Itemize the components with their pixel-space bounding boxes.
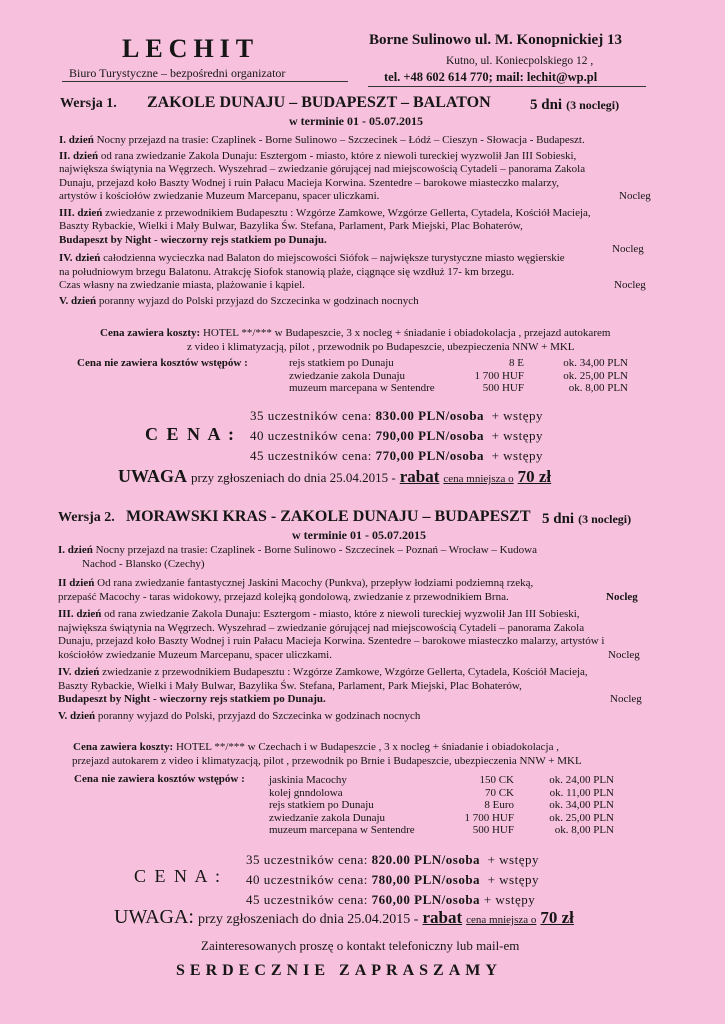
cost-amount: 500 HUF [472, 824, 514, 836]
v1-itinerary [59, 134, 659, 308]
v2-nights: (3 noclegi) [578, 512, 632, 526]
v1-includes: Cena zawiera koszty: HOTEL **/*** w Budapeszcie, 3 x nocleg + śniadanie i obiadokolacja , przejazd autokarem [100, 327, 611, 339]
v1-day2-nocleg: Nocleg [619, 190, 651, 202]
v1-cost-row [289, 357, 628, 370]
v2-includes: Cena zawiera koszty: HOTEL **/*** w Czechach i w Budapeszcie , 3 x nocleg + śniadanie i obiadokolacja , [73, 741, 559, 753]
v2-day4-line2: Baszty Rybackie, Wielki i Mały Bulwar, Bazylika Św. Stefana, Parlament, Park Miejski, Plac Bohaterów, [58, 679, 522, 692]
cost-pln: ok. 34,00 PLN [549, 799, 614, 811]
v1-cost-row [289, 382, 628, 395]
v2-day3-line4: kościołów zwiedzanie Muzeum Marcepanu, spacer uliczkami. Nocleg [58, 648, 640, 661]
v1-day2-line2: największa świątynia na Węgrzech. Wyszehrad – zwiedzanie górującej nad miejscowością Cytadeli – panorama Zakola [59, 163, 586, 175]
v2-price-35: 35 uczestników cena: 820.00 PLN/osoba + wstępy [246, 852, 539, 867]
v2-day1: I. dzień Nocny przejazd na trasie: Czaplinek - Borne Sulinowo - Szczecinek – Poznań – Wrocław – Kudowa [58, 544, 537, 556]
cost-amount: 150 CK [479, 774, 514, 786]
office-address: Borne Sulinowo ul. M. Konopnickiej 13 [369, 32, 622, 48]
v1-day2-line3: Dunaju, przejazd koło Baszty Wodnej i ruin Pałacu Macieja Korwina. Szentedre – barokowe miasteczko malarzy, [59, 176, 560, 189]
v2-duration [542, 510, 631, 528]
v1-day2-line4: artystów i kościołów zwiedzanie Muzeum Marcepanu, spacer uliczkami. Nocleg [59, 190, 651, 202]
cost-pln: ok. 8,00 PLN [568, 382, 628, 394]
v2-days: 5 dni [542, 511, 575, 527]
v2-rabat-amount: 70 zł [540, 908, 574, 927]
v1-cost-row [289, 370, 628, 383]
cost-amount: 8 E [509, 357, 524, 369]
v1-day4-line2: na południowym brzegu Balatonu. Atrakcję Siofok stanowią plaże, ciągnące się wzdłuż 17- km brzegu. [59, 265, 515, 278]
cost-name: jaskinia Macochy [269, 774, 347, 786]
v2-day3-line3: Dunaju, przejazd koło Baszty Wodnej i ruin Pałacu Macieja Korwina. Szentedre – barokowe miasteczko malarzy, artystów i [58, 635, 605, 647]
v1-uwaga: UWAGA [118, 466, 188, 486]
v2-day3-line2: największa świątynia na Węgrzech. Wyszehrad – zwiedzanie górującej nad miejscowością Cytadeli – panorama Zakola [58, 621, 585, 634]
office-address-secondary: Kutno, ul. Koniecpolskiego 12 , [446, 55, 594, 67]
v2-includes-line2: przejazd autokarem z video i klimatyzacją, pilot , przewodnik po Brnie i Budapeszcie, ubezpieczenia NNW + MKL [72, 755, 582, 767]
cost-name: muzeum marcepana w Sentendre [289, 382, 435, 394]
v1-term: w terminie 01 - 05.07.2015 [289, 114, 423, 128]
v2-price-list [246, 850, 539, 910]
cost-name: zwiedzanie zakola Dunaju [269, 811, 386, 824]
v2-term: w terminie 01 - 05.07.2015 [292, 528, 426, 542]
cost-name: rejs statkiem po Dunaju [289, 357, 394, 369]
cost-name: zwiedzanie zakola Dunaju [289, 369, 406, 382]
v1-day4: IV. dzień całodzienna wycieczka nad Balaton do miejscowości Siófok – największe turystyczne miasto węgierskie [59, 252, 565, 264]
v2-day2-nocleg: Nocleg [606, 590, 638, 603]
cost-pln: ok. 25,00 PLN [549, 811, 614, 824]
v1-day2: II. dzień od rana zwiedzanie Zakola Dunaju: Esztergom - miasto, które z niewoli tureckiej wyzwolił Jan III Sobieski, [59, 149, 577, 162]
v2-rabat: rabat [422, 908, 463, 927]
cost-amount: 8 Euro [484, 799, 514, 811]
contact-note: Zainteresowanych proszę o kontakt telefoniczny lub mail-em [201, 938, 520, 953]
v1-cena-label: C E N A : [145, 424, 237, 444]
v2-day4-nocleg: Nocleg [610, 693, 642, 705]
v2-day1-line2: Nachod - Blansko (Czechy) [82, 557, 205, 570]
contact-underline [368, 86, 646, 87]
v1-duration [530, 96, 619, 114]
v1-costs-table [289, 357, 628, 395]
v2-cost-row [269, 787, 614, 800]
contact-line: tel. +48 602 614 770; mail: lechit@wp.pl [384, 70, 598, 84]
v1-excludes-label: Cena nie zawiera kosztów wstępów : [77, 357, 248, 369]
cost-pln: ok. 11,00 PLN [549, 786, 614, 799]
v2-uwaga: UWAGA: [114, 906, 194, 928]
cost-name: kolej gnndolowa [269, 786, 343, 799]
v1-day1: I. dzień Nocny przejazd na trasie: Czaplinek - Borne Sulinowo – Szczecinek – Łódź – Cieszyn - Słowacja - Budapeszt. [59, 134, 585, 146]
v2-discount-note: UWAGA: przy zgłoszeniach do dnia 25.04.2015 - rabat cena mniejsza o 70 zł [114, 906, 574, 928]
v1-price-40: 40 uczestników cena: 790,00 PLN/osoba + wstępy [250, 428, 543, 443]
v2-cena-label: C E N A : [134, 866, 223, 886]
v1-rabat-amount: 70 zł [517, 467, 552, 486]
v1-day3: III. dzień zwiedzanie z przewodnikiem Budapesztu : Wzgórze Zamkowe, Wzgórze Gellerta, Cytadela, Kościół Macieja, [59, 206, 591, 219]
v1-day3-line3: Budapeszt by Night - wieczorny rejs statkiem po Dunaju. Nocleg [59, 233, 644, 255]
cost-pln: ok. 34,00 PLN [563, 357, 628, 369]
v1-day5: V. dzień poranny wyjazd do Polski przyjazd do Szczecinka w godzinach nocnych [59, 294, 419, 307]
v2-day5: V. dzień poranny wyjazd do Polski, przyjazd do Szczecinka w godzinach nocnych [58, 709, 421, 722]
v1-day3-line2: Baszty Rybackie, Wielki i Mały Bulwar, Bazylika Św. Stefana, Parlament, Park Miejski, Plac Bohaterów, [59, 220, 523, 232]
v2-price-45: 45 uczestników cena: 760,00 PLN/osoba + wstępy [246, 892, 536, 907]
v1-days: 5 dni [530, 97, 563, 113]
v1-title: ZAKOLE DUNAJU – BUDAPESZT – BALATON [147, 94, 491, 111]
v1-nights: (3 noclegi) [566, 98, 620, 112]
cost-pln: ok. 25,00 PLN [563, 369, 628, 382]
brand-subtitle: Biuro Turystyczne – bezpośredni organizator [69, 66, 286, 80]
v1-price-45: 45 uczestników cena: 770,00 PLN/osoba + wstępy [250, 448, 543, 463]
cost-amount: 70 CK [484, 786, 514, 799]
cost-name: rejs statkiem po Dunaju [269, 799, 374, 811]
cost-amount: 1 700 HUF [464, 811, 514, 824]
v1-price-list [250, 406, 543, 466]
cost-amount: 500 HUF [482, 382, 524, 394]
v2-title: MORAWSKI KRAS - ZAKOLE DUNAJU – BUDAPESZT [126, 508, 531, 525]
cost-amount: 1 700 HUF [474, 369, 524, 382]
v2-day4: IV. dzień zwiedzanie z przewodnikiem Budapesztu : Wzgórze Zamkowe, Wzgórze Gellerta, Cytadela, Kościół Macieja, [58, 666, 588, 678]
v1-day4-line3: Czas własny na zwiedzanie miasta, plażowanie i kąpiel. Nocleg [59, 279, 646, 291]
v2-price-40: 40 uczestników cena: 780,00 PLN/osoba + wstępy [246, 872, 539, 887]
v2-day4-line3: Budapeszt by Night - wieczorny rejs statkiem po Dunaju. Nocleg [58, 693, 642, 705]
cost-name: muzeum marcepana w Sentendre [269, 824, 415, 836]
v1-price-35: 35 uczestników cena: 830.00 PLN/osoba + wstępy [250, 408, 543, 423]
cost-pln: ok. 24,00 PLN [549, 774, 614, 786]
cost-pln: ok. 8,00 PLN [554, 824, 614, 836]
v2-cost-row [269, 824, 614, 837]
closing-invitation: SERDECZNIE ZAPRASZAMY [176, 962, 502, 979]
v1-rabat: rabat [399, 467, 440, 486]
v2-version-label: Wersja 2. [58, 510, 115, 525]
v2-day3: III. dzień od rana zwiedzanie Zakola Dunaju: Esztergom - miasto, które z niewoli tureckiej wyzwolił Jan III Sobieski, [58, 608, 580, 620]
brand-underline [62, 81, 348, 82]
v1-discount-note: UWAGA przy zgłoszeniach do dnia 25.04.2015 - rabat cena mniejsza o 70 zł [118, 466, 552, 486]
v1-day3-nocleg: Nocleg [612, 243, 644, 255]
v1-version-label: Wersja 1. [60, 96, 117, 111]
v1-includes-line2: z video i klimatyzacją, pilot , przewodnik po Budapeszcie, ubezpieczenia NNW + MKL [187, 341, 575, 353]
v1-day4-nocleg: Nocleg [614, 279, 646, 291]
v2-costs-table [269, 774, 614, 837]
v2-excludes-label: Cena nie zawiera kosztów wstępów : [74, 773, 245, 785]
v2-itinerary [58, 544, 668, 723]
v2-day2-line2: przepaść Macochy - taras widokowy, przejazd kolejką gondolową, zwiedzanie z przewodnikiem Brna. Nocleg [58, 590, 638, 603]
v2-cost-row [269, 799, 614, 812]
v2-day3-nocleg: Nocleg [608, 648, 640, 661]
v2-cost-row [269, 812, 614, 825]
brand-name: LECHIT [122, 34, 260, 63]
v2-day2: II dzień Od rana zwiedzanie fantastycznej Jaskini Macochy (Punkva), przepływ łodziami podziemną rzeką, [58, 577, 534, 589]
v2-cost-row [269, 774, 614, 787]
